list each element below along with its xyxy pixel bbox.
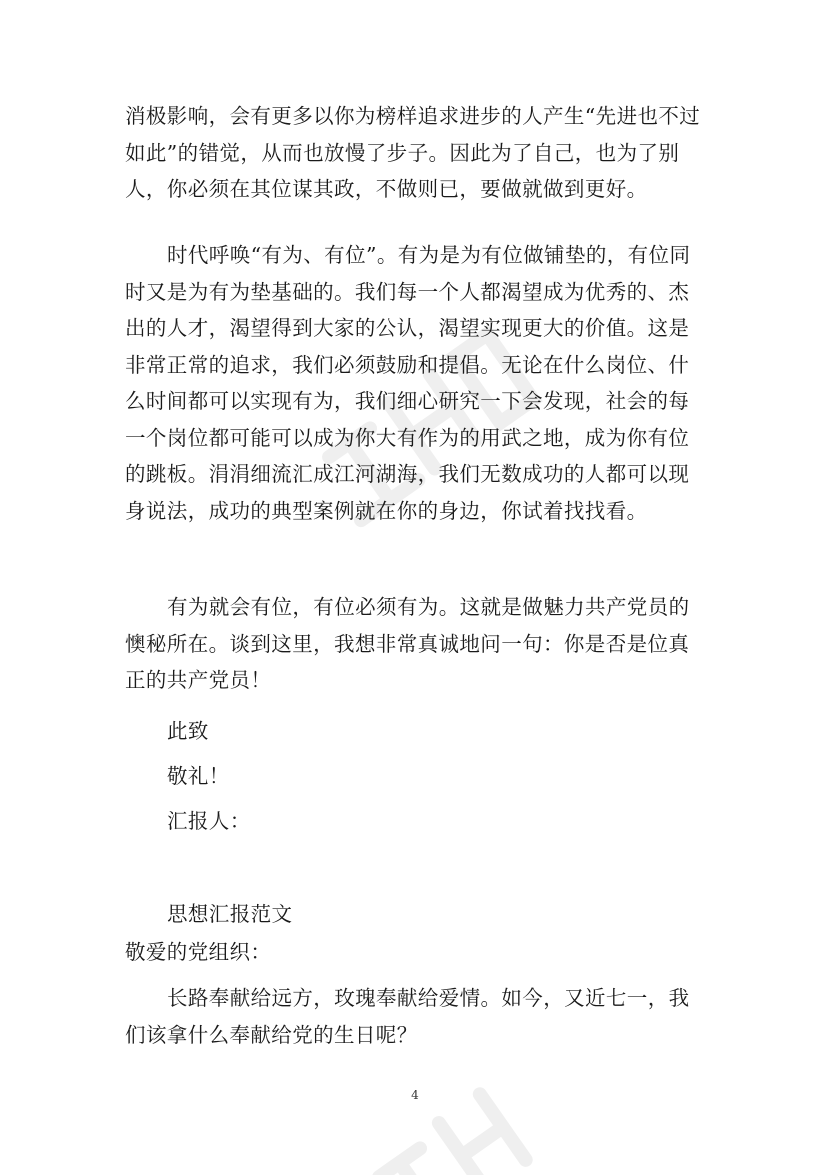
next-section-title: 思想汇报范文	[167, 902, 293, 926]
paragraph-2: 时代呼唤“有为、有位”。有为是为有位做铺垫的，有位同时又是为有为垫基础的。我们每一个人都渴望成为优秀的、杰出的人才，渴望得到大家的公认，渴望实现更大的价值。这是非常正常的追求，我们必须鼓励和提倡。无论在什么岗位、什么时间都可以实现有为，我们细心研究一下会发现，社会的每一个岗位都可能可以成为你大有作为的用武之地，成为你有位的跳板。涓涓细流汇成江河湖海，我们无数成功的人都可以现身说法，成功的典型案例就在你的身边，你试着找找看。	[125, 243, 691, 523]
page-number: 4	[411, 1088, 419, 1102]
closing-salute: 此致	[167, 719, 209, 743]
closing-regards: 敬礼！	[167, 764, 230, 788]
next-paragraph: 长路奉献给远方，玫瑰奉献给爱情。如今，又近七一，我们该拿什么奉献给党的生日呢？	[125, 986, 690, 1047]
reporter-label: 汇报人：	[167, 809, 251, 833]
paragraph-3: 有为就会有位，有位必须有为。这就是做魅力共产党员的懊秘所在。谈到这里，我想非常真诚地问一句：你是否是位真正的共产党员！	[125, 595, 690, 692]
salutation: 敬爱的党组织：	[125, 940, 272, 964]
paragraph-1: 消极影响，会有更多以你为榜样追求进步的人产生“先进也不过如此”的错觉，从而也放慢了步子。因此为了自己，也为了别人，你必须在其位谋其政，不做则已，要做就做到更好。	[125, 104, 701, 201]
